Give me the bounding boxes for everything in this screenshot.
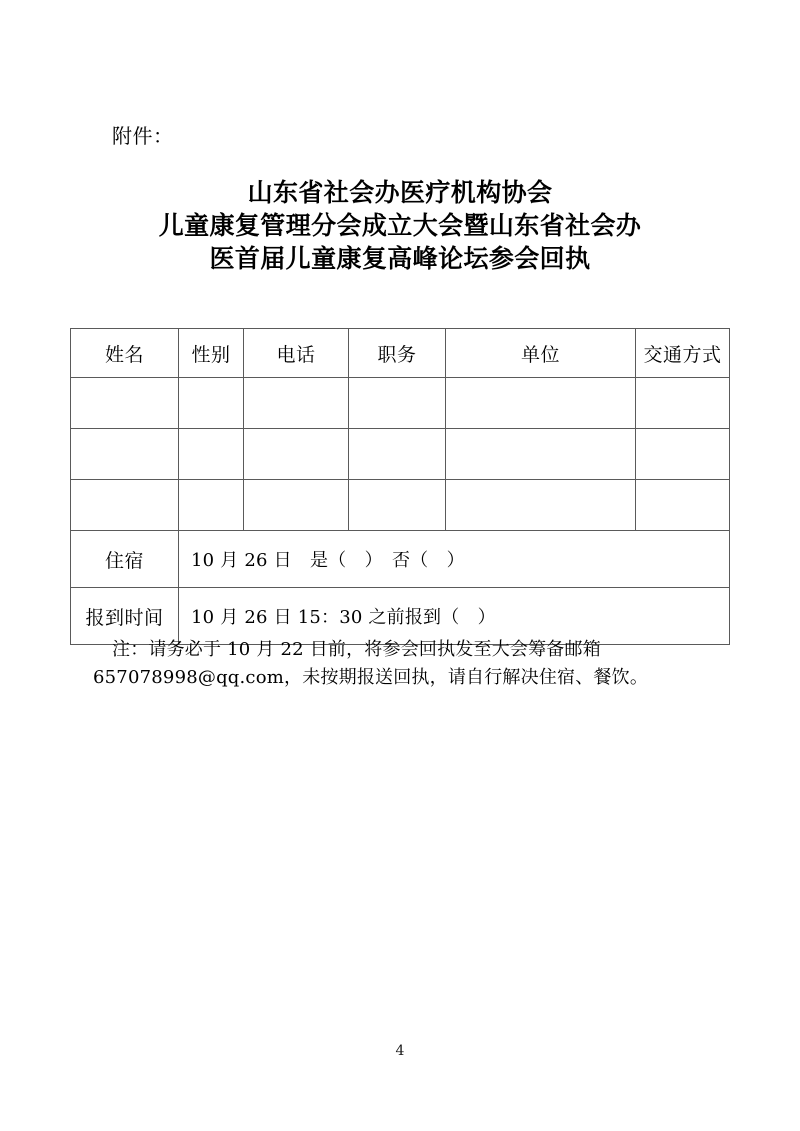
cell-phone-empty[interactable] bbox=[244, 429, 349, 480]
page-number: 4 bbox=[395, 1043, 405, 1059]
cell-position-empty[interactable] bbox=[349, 429, 446, 480]
lodging-row bbox=[71, 531, 730, 588]
footnote-line-1: 注：请务必于 10 月 22 日前，将参会回执发至大会筹备邮箱 bbox=[112, 639, 601, 660]
title-line-1: 山东省社会办医疗机构协会 bbox=[247, 178, 553, 207]
cell-position-empty[interactable] bbox=[349, 378, 446, 429]
cell-name-empty[interactable] bbox=[71, 378, 179, 429]
table-row bbox=[71, 429, 730, 480]
cell-name-empty[interactable] bbox=[71, 429, 179, 480]
checkin-time-value[interactable]: 10 月 26 日 15：30 之前报到（ ） bbox=[179, 588, 730, 645]
cell-unit-empty[interactable] bbox=[446, 378, 636, 429]
column-header-position: 职务 bbox=[349, 329, 446, 378]
cell-gender-empty[interactable] bbox=[179, 378, 244, 429]
table-row bbox=[71, 378, 730, 429]
column-header-transit: 交通方式 bbox=[636, 329, 730, 378]
cell-position-empty[interactable] bbox=[349, 480, 446, 531]
footnote-line-2: 657078998@qq.com，未按期报送回执，请自行解决住宿、餐饮。 bbox=[93, 667, 649, 688]
cell-transit-empty[interactable] bbox=[636, 378, 730, 429]
cell-phone-empty[interactable] bbox=[244, 480, 349, 531]
column-header-phone: 电话 bbox=[244, 329, 349, 378]
cell-name-empty[interactable] bbox=[71, 480, 179, 531]
registration-receipt-table bbox=[70, 328, 730, 645]
lodging-value[interactable]: 10 月 26 日 是（ ） 否（ ） bbox=[179, 531, 730, 588]
lodging-label: 住宿 bbox=[71, 531, 179, 588]
column-header-unit: 单位 bbox=[446, 329, 636, 378]
table-row bbox=[71, 480, 730, 531]
cell-transit-empty[interactable] bbox=[636, 480, 730, 531]
cell-unit-empty[interactable] bbox=[446, 429, 636, 480]
title-line-3: 医首届儿童康复高峰论坛参会回执 bbox=[209, 244, 591, 273]
checkin-time-label: 报到时间 bbox=[71, 588, 179, 645]
cell-unit-empty[interactable] bbox=[446, 480, 636, 531]
page-title bbox=[70, 176, 730, 275]
table-header-row bbox=[71, 329, 730, 378]
cell-phone-empty[interactable] bbox=[244, 378, 349, 429]
column-header-name: 姓名 bbox=[71, 329, 179, 378]
column-header-gender: 性别 bbox=[179, 329, 244, 378]
cell-gender-empty[interactable] bbox=[179, 480, 244, 531]
footnote bbox=[93, 636, 733, 692]
cell-gender-empty[interactable] bbox=[179, 429, 244, 480]
cell-transit-empty[interactable] bbox=[636, 429, 730, 480]
attachment-label: 附件： bbox=[112, 124, 174, 148]
title-line-2: 儿童康复管理分会成立大会暨山东省社会办 bbox=[158, 211, 642, 240]
